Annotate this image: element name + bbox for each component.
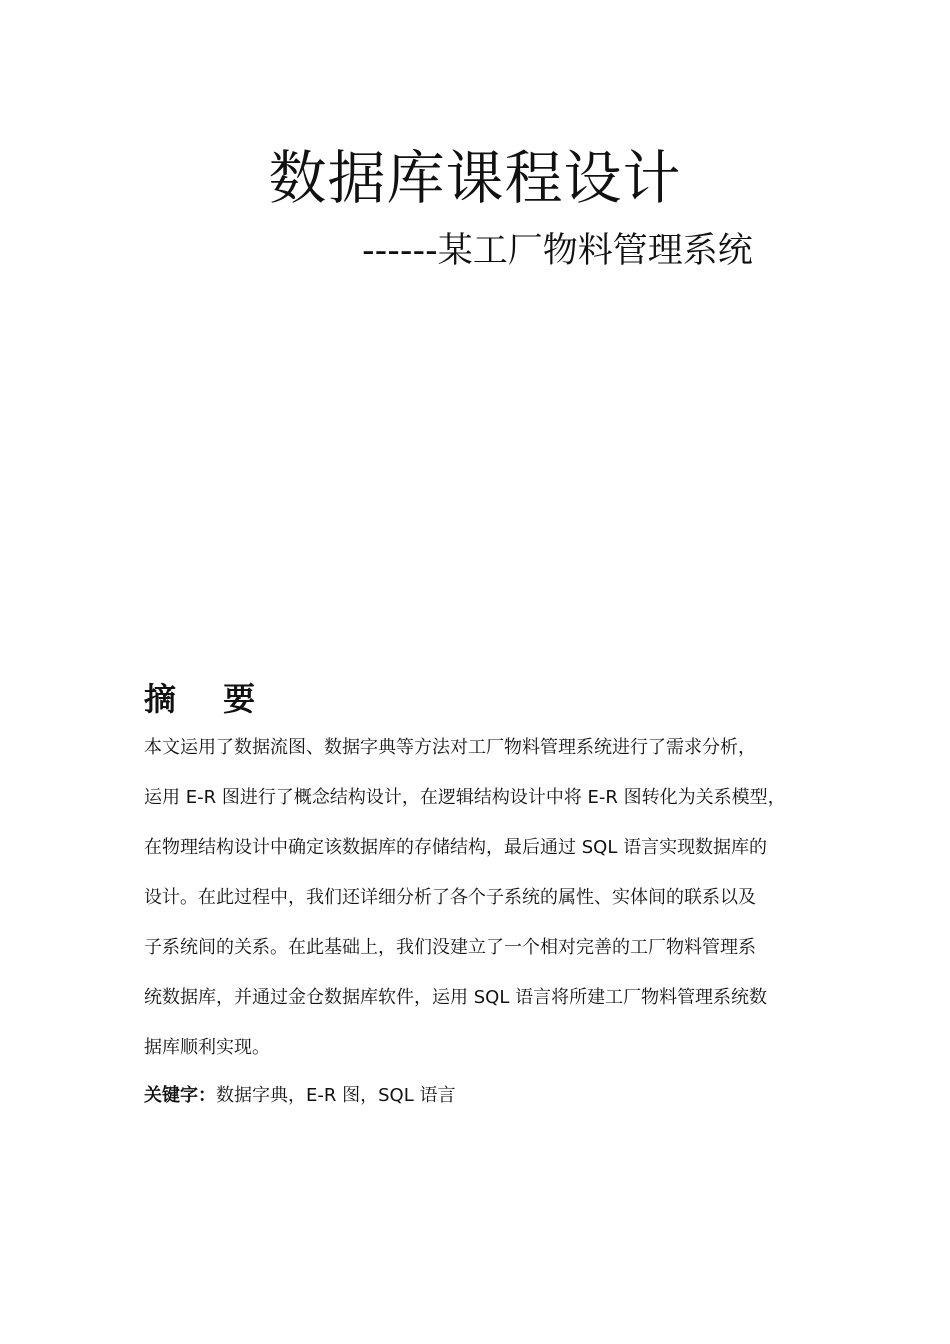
- keywords: [144, 1081, 455, 1111]
- abstract-heading: 摘 要: [144, 680, 274, 718]
- document-title: 数据库课程设计: [268, 144, 682, 212]
- keywords-value: 数据字典，E-R 图，SQL 语言: [216, 1085, 456, 1106]
- abstract-line: 设计。在此过程中，我们还详细分析了各个子系统的属性、实体间的联系以及: [144, 887, 756, 908]
- abstract-line: 统数据库，并通过金仓数据库软件，运用 SQL 语言将所建工厂物料管理系统数: [144, 987, 768, 1008]
- document-subtitle: ------某工厂物料管理系统: [362, 231, 753, 271]
- keywords-label: 关键字：: [144, 1085, 216, 1106]
- abstract-line: 本文运用了数据流图、数据字典等方法对工厂物料管理系统进行了需求分析，: [144, 737, 756, 758]
- abstract-line: 运用 E-R 图进行了概念结构设计，在逻辑结构设计中将 E-R 图转化为关系模型，: [144, 787, 786, 808]
- abstract-body: [144, 733, 812, 1083]
- abstract-line: 据库顺利实现。: [144, 1037, 270, 1058]
- abstract-line: 在物理结构设计中确定该数据库的存储结构，最后通过 SQL 语言实现数据库的: [144, 837, 768, 858]
- abstract-line: 子系统间的关系。在此基础上，我们没建立了一个相对完善的工厂物料管理系: [144, 937, 756, 958]
